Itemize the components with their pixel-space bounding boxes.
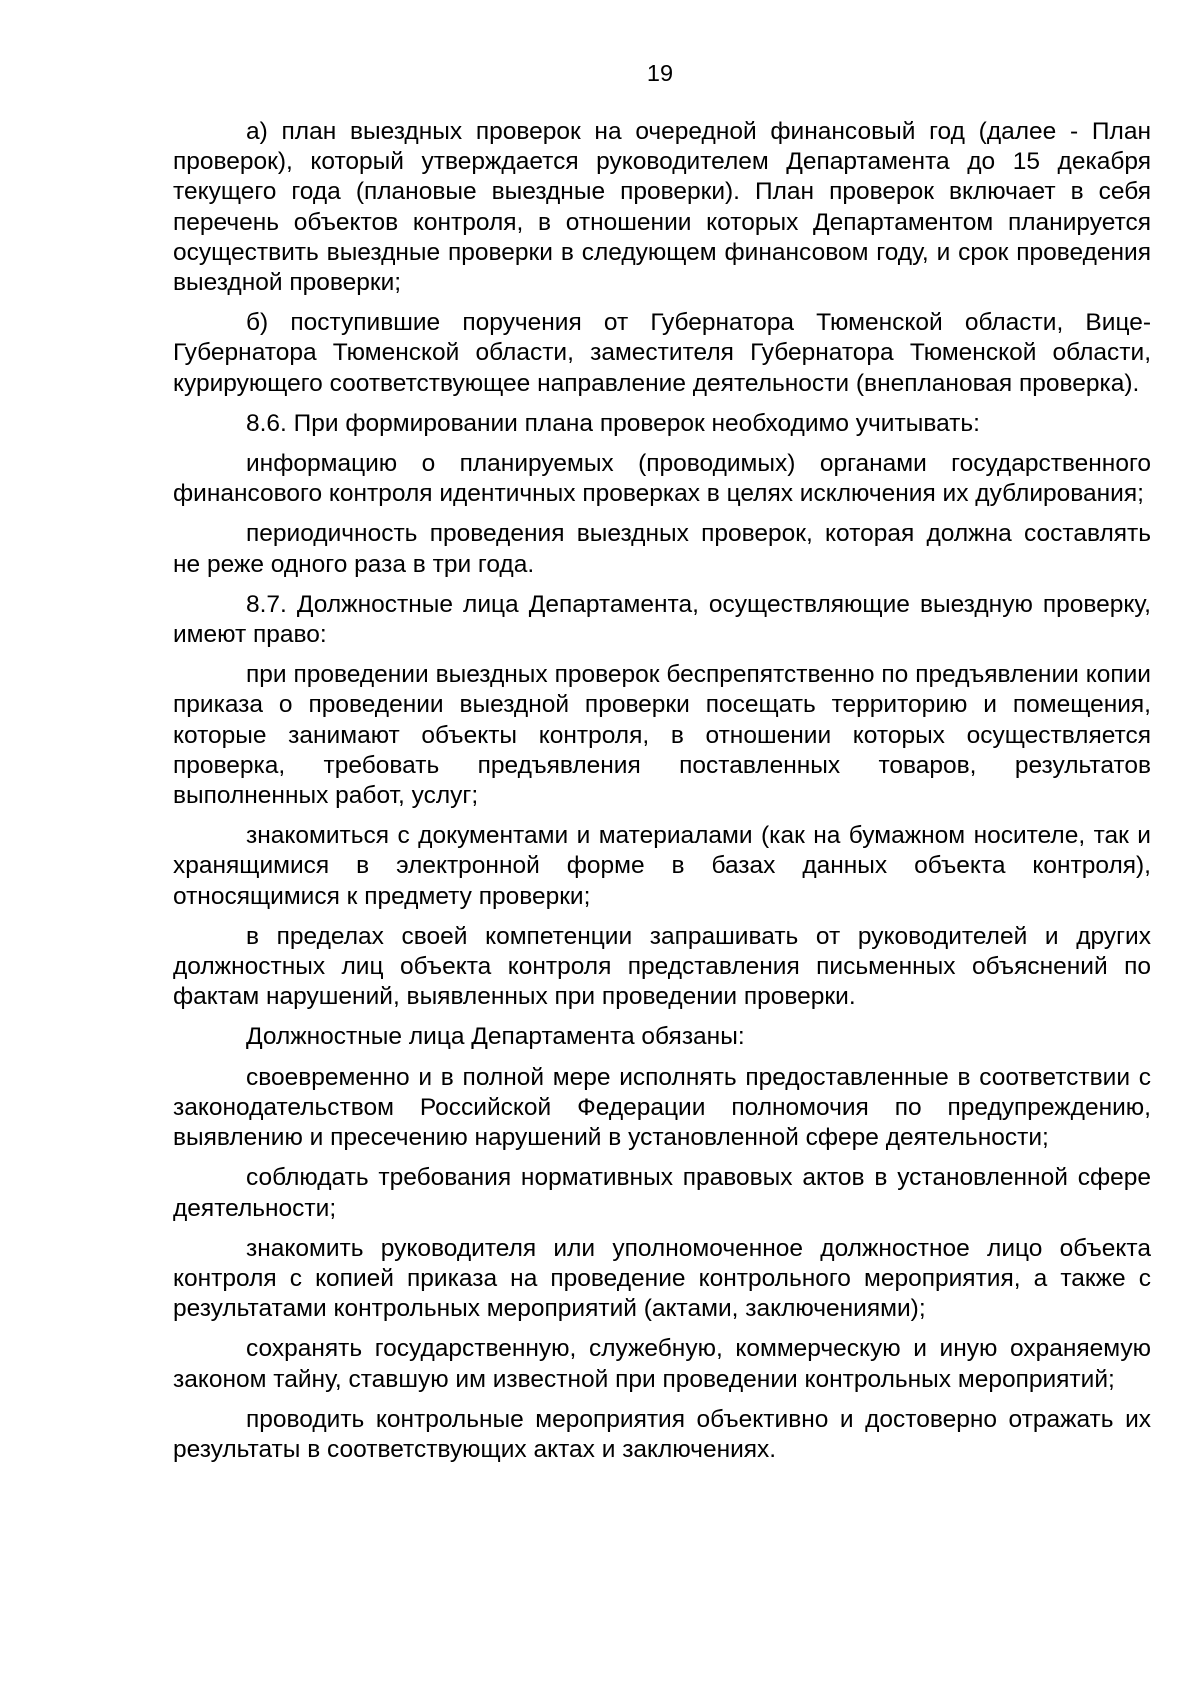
paragraph-right-access: при проведении выездных проверок беспрепятственно по предъявлении копии приказа о проведении выездной проверки посещать территорию и помещения, которые занимают объекты контроля, в отношении которых осуществляется проверка, требовать предъявления поставленных товаров, результатов выполненных работ, услуг; <box>173 661 1151 810</box>
paragraph-obligation-comply: соблюдать требования нормативных правовых актов в установленной сфере деятельности; <box>173 1164 1151 1222</box>
paragraph-section-8-7: 8.7. Должностные лица Департамента, осуществляющие выездную проверку, имеют право: <box>173 590 1151 649</box>
paragraph-right-documents: знакомиться с документами и материалами (как на бумажном носителе, так и хранящимися в электронной форме в базах данных объекта контроля), относящимися к предмету проверки; <box>173 822 1151 910</box>
paragraph-periodicity: периодичность проведения выездных проверок, которая должна составлять не реже одного раза в три года. <box>173 520 1151 578</box>
paragraph-obligations-heading: Должностные лица Департамента обязаны: <box>246 1023 745 1051</box>
paragraph-plan-a: а) план выездных проверок на очередной финансовый год (далее - План проверок), который утверждается руководителем Департамента до 15 декабря текущего года (плановые выездные проверки). План проверок включает в себя перечень объектов контроля, в отношении которых Департаментом планируется осуществить выездные проверки в следующем финансовом году, и срок проведения выездной проверки; <box>173 118 1151 297</box>
paragraph-section-8-6: 8.6. При формировании плана проверок необходимо учитывать: <box>246 409 980 437</box>
paragraph-information-duplicates: информацию о планируемых (проводимых) органами государственного финансового контроля идентичных проверках в целях исключения их дублирования; <box>173 450 1151 508</box>
paragraph-obligation-objectivity: проводить контрольные мероприятия объективно и достоверно отражать их результаты в соответствующих актах и заключениях. <box>173 1405 1151 1463</box>
paragraph-obligation-inform: знакомить руководителя или уполномоченное должностное лицо объекта контроля с копией приказа на проведение контрольного мероприятия, а также с результатами контрольных мероприятий (актами, заключениями); <box>173 1234 1151 1323</box>
document-body <box>173 117 1151 1475</box>
paragraph-obligation-timely: своевременно и в полной мере исполнять предоставленные в соответствии с законодательством Российской Федерации полномочия по предупреждению, выявлению и пресечению нарушений в установленной сфере деятельности; <box>173 1063 1151 1152</box>
paragraph-instructions-b: б) поступившие поручения от Губернатора Тюменской области, Вице-Губернатора Тюменской области, заместителя Губернатора Тюменской области, курирующего соответствующее направление деятельности (внеплановая проверка). <box>173 309 1151 397</box>
page-number: 19 <box>646 60 674 86</box>
paragraph-right-explanations: в пределах своей компетенции запрашивать от руководителей и других должностных лиц объекта контроля представления письменных объяснений по фактам нарушений, выявленных при проведении проверки. <box>173 922 1151 1011</box>
paragraph-obligation-secrecy: сохранять государственную, служебную, коммерческую и иную охраняемую законом тайну, ставшую им известной при проведении контрольных мероприятий; <box>173 1335 1151 1393</box>
